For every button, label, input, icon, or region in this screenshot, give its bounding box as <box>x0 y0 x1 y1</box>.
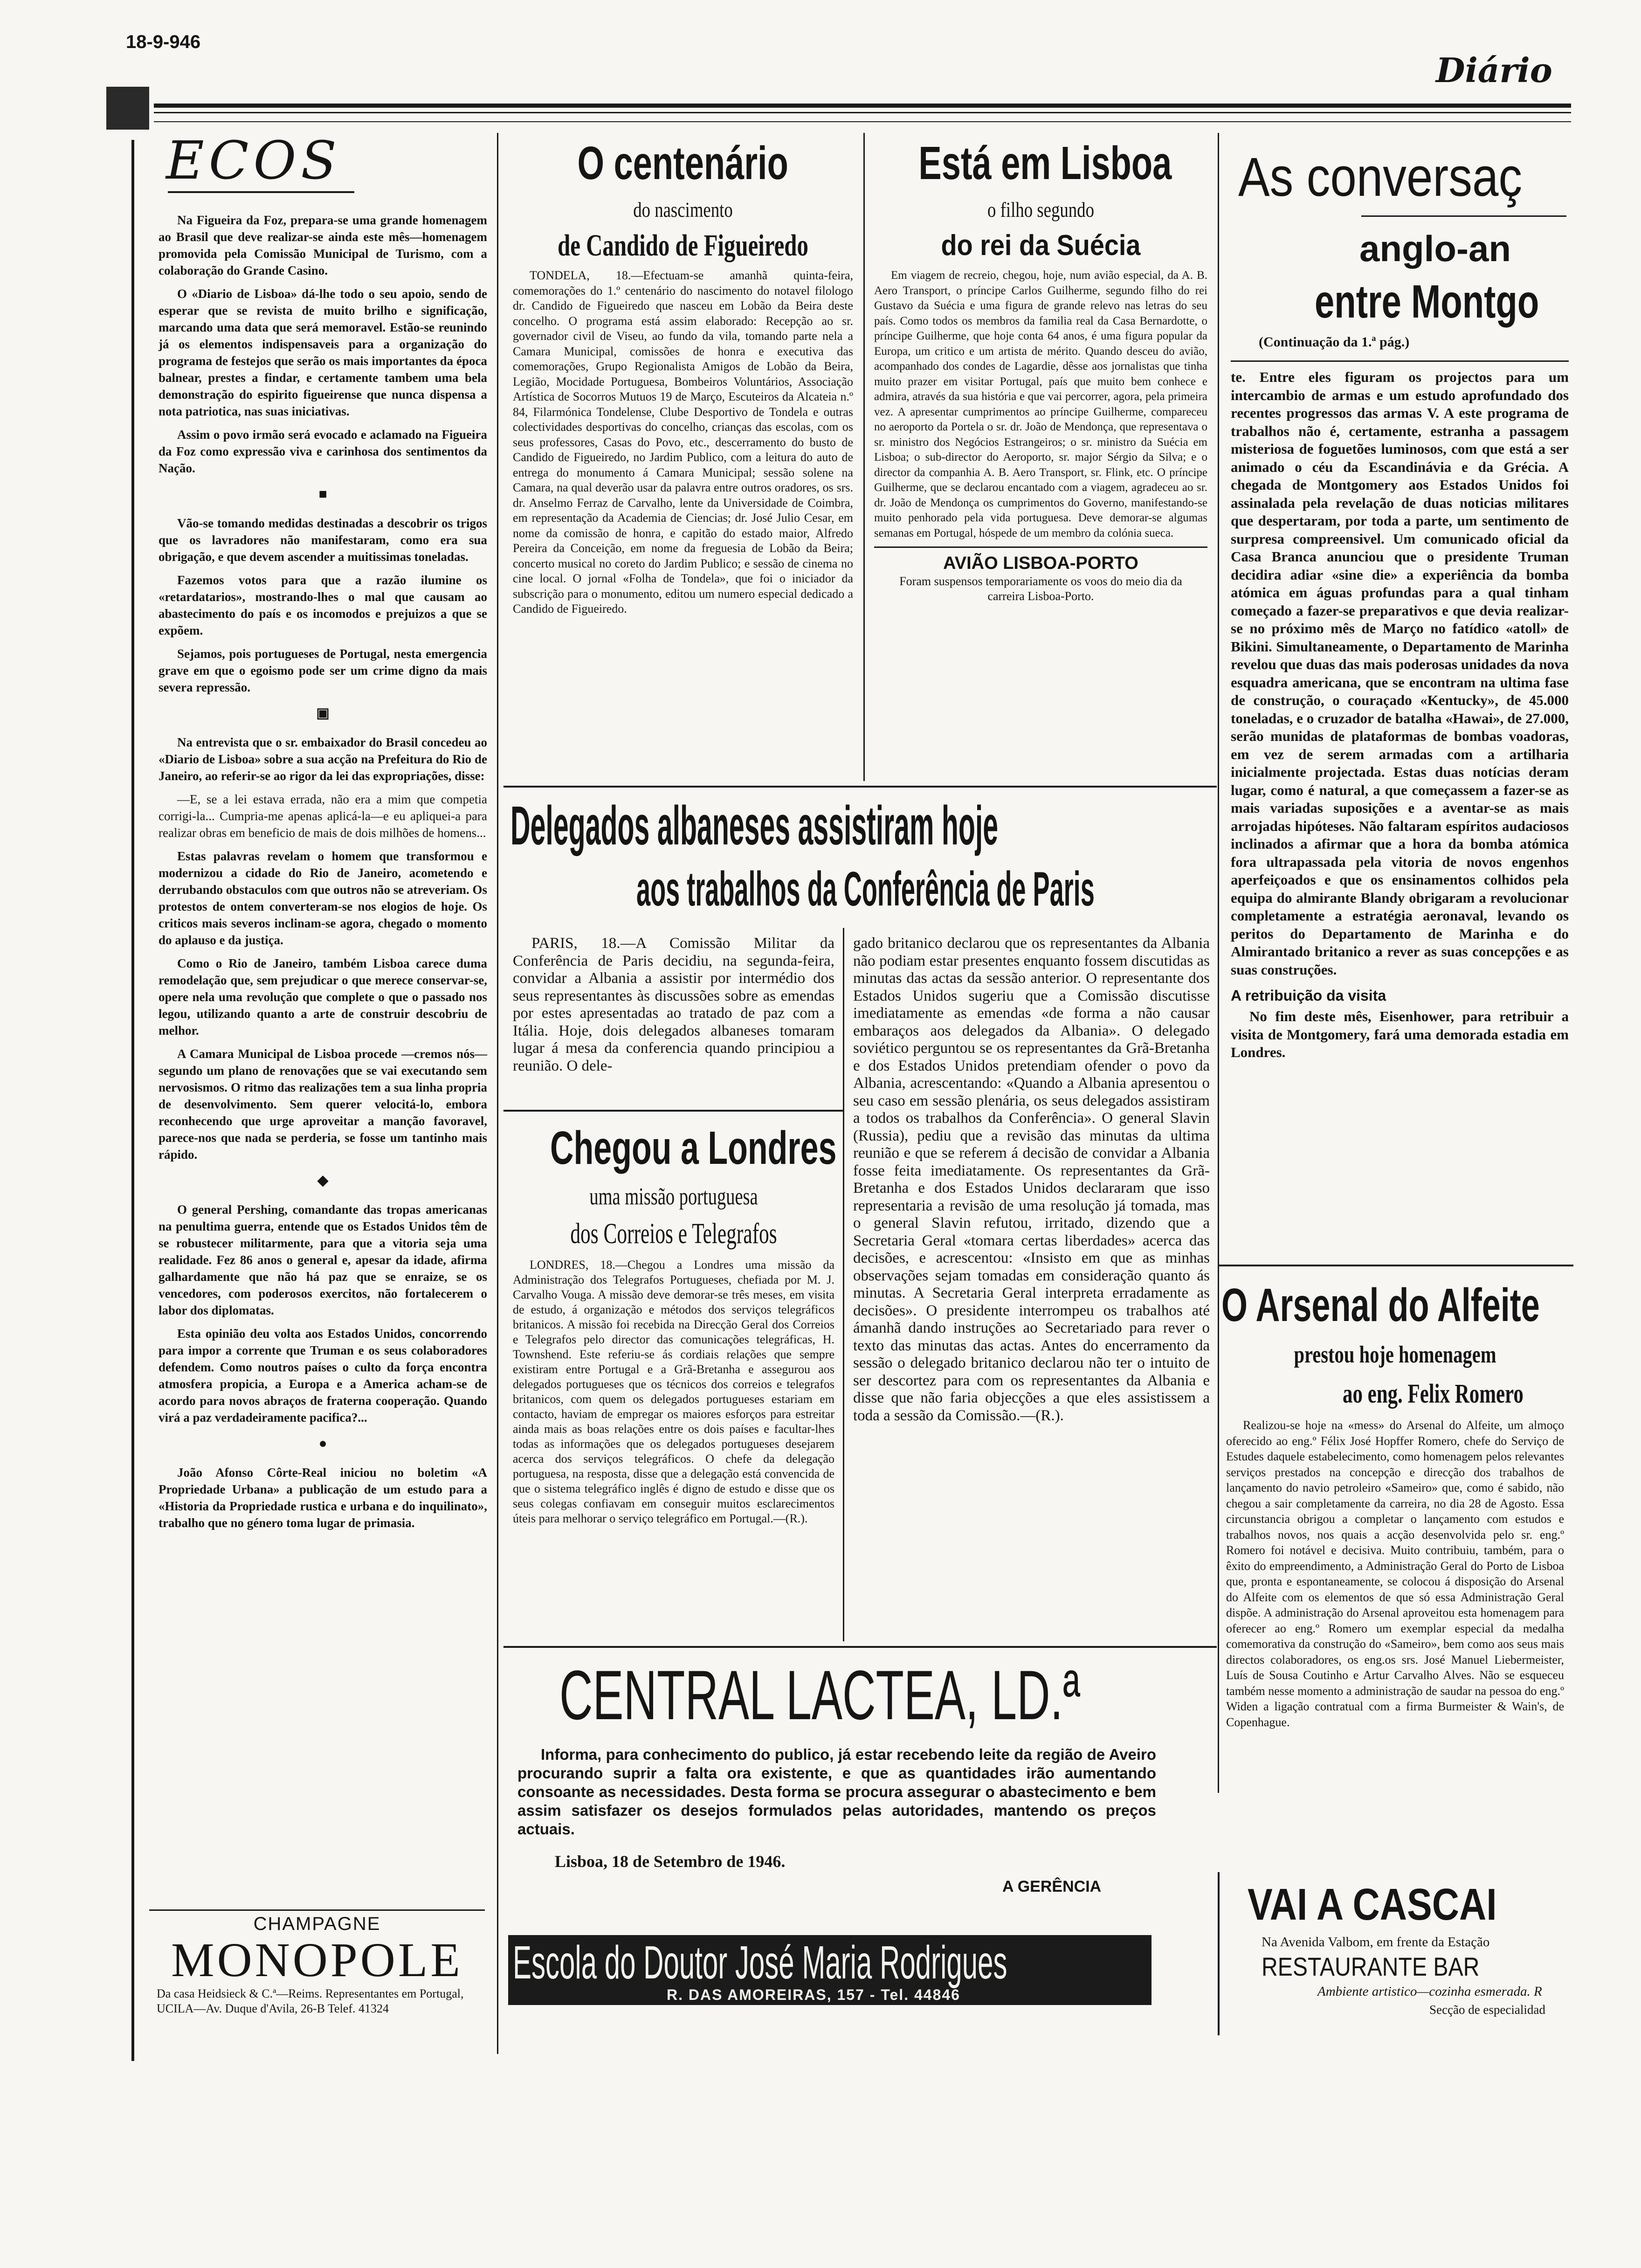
ecos-paragraph: Sejamos, pois portugueses de Portugal, nesta emergencia grave em que o egoismo pode ser um crime digno da mais severa repressão. <box>159 647 487 694</box>
article-body: te. Entre eles figuram os projectos para um intercambio de armas e um estudo aprofundado dos recentes progressos das armas V. A este programa de trabalhos não é, certamente, estranha a passagem misteriosa de foguetões luminosos, com que está a ser animado o céu da Escandinávia e da Grécia. A chegada de Montgomery aos Estados Unidos foi assinalada pela revelação de duas noticias militares que despertaram, por toda a parte, um sentimento de surpresa compreensivel. Um comunicado oficial da Casa Branca anunciou que o presidente Truman decidira adiar «sine die» a experiência da bomba atómica em águas profundas para a qual tinham começado a fazer-se preparativos e que devia realizar-se no próximo mês de Março no fatídico «atoll» de Bikini. Simultaneamente, o Departamento de Marinha revelou que duas das mais poderosas unidades da nova esquadra americana, que se encontram na ultima fase de construção, o couraçado «Kentucky», de 45.000 toneladas, e o cruzador de batalha «Hawai», de 27.000, serão munidas de plataformas de bombas voadoras, em vez de serem armadas com a artilharia inicialmente projectada. Estas duas notícias deram lugar, como é natural, a que começassem a fazer-se as mais variadas suposições e a aventar-se as mais arrojadas hipóteses. Não faltaram espíritos audaciosos inclinados a afirmar que a hora da bomba atómica fora ultrapassada pela vitoria de novos engenhos aperfeiçoados e que os ensinamentos colhidos pela equipa do almirante Blandy obrigaram a revolucionar completamente a estratégia aeronaval, levando os peritos do Departamento de Marinha e do Almirantado britanico a rever as suas concepções e as suas construções. <box>1231 369 1569 978</box>
top-rule-thick <box>154 104 1571 108</box>
lactea-ad <box>508 1653 1212 1903</box>
article-headline: Delegados albaneses assistiram hoje <box>510 795 999 857</box>
londres-article <box>513 1117 837 1526</box>
section-rule <box>503 786 1217 788</box>
article-subhead: do nascimento <box>633 198 733 221</box>
section-rule <box>503 1646 1217 1648</box>
article-body: TONDELA, 18.—Efectuam-se amanhã quinta-feira, comemorações do 1.º centenário do nascimento do notavel filologo dr. Candido de Figueiredo que nasceu em Lobão da Beira deste concelho. O programa está assim elaborado: Recepção ao sr. governador civil de Viseu, ao fundo da vila, tomando parte nela a Camara Municipal, comissões de honra e executiva das comemorações, Grupo Regionalista Amigos de Lobão da Beira, Legião, Mocidade Portuguesa, Bombeiros Voluntários, Associação Artística de Socorros Mutuos 19 de Março, Escuteiros da Alcateia n.º 84, Filarmónica Tondelense, Clube Desportivo de Tondela e outras colectividades desportivas do concelho, crianças das escolas, com os seus professores, Casas do Povo, etc., descerramento do busto de Candido de Figueiredo, no Jardim Publico, com a leitura do auto de entrega do monumento á Camara Municipal; sessão solene na Camara, na qual deverão usar da palavra entre outros oradores, os srs. dr. Anselmo Ferraz de Carvalho, lente da Universidade de Coimbra, em representação da Academia de Ciencias; dr. José Julio Cesar, em nome da comissão de honra, e capitão do estado maior, Alfredo Pereira da Conceição, em nome da freguesia de Lobão da Beira; concerto musical no coreto do Jardim Publico; e sessão de cinema no cine local. O jornal «Folha de Tondela», que foi o iniciador da subscrição para o monumento, editou um numero especial dedicado a Candido de Figueiredo. <box>513 269 853 615</box>
aviao-headline: AVIÃO LISBOA-PORTO <box>943 553 1138 573</box>
article-headline: O centenário <box>577 137 789 189</box>
ad-line: Na Avenida Valbom, em frente da Estação <box>1262 1935 1490 1950</box>
ecos-paragraph: O general Pershing, comandante das tropas americanas na penultima guerra, entende que os Estados Unidos têm de se robustecer militarmente, para que a vitoria seja uma realidade. Fez 86 anos o general e, apesar da idade, afirma galhardamente que não há paz que se enraize, se os vencedores, com poderosos exercitos, não fortalecerem o labor dos diplomatas. <box>159 1203 487 1317</box>
ad-headline: CENTRAL LACTEA, LD.ª <box>559 1656 1080 1734</box>
aviao-body: Foram suspensos temporariamente os voos do meio dia da carreira Lisboa-Porto. <box>899 574 1182 603</box>
article-headline: O Arsenal do Alfeite <box>1221 1279 1540 1331</box>
ornament-icon: ● <box>318 1436 327 1451</box>
column-rule-4 <box>843 928 844 1641</box>
ad-champagne-label: CHAMPAGNE <box>253 1914 381 1934</box>
ecos-paragraph: —E, se a lei estava errada, não era a mim que competia corrigi-la... Cumpria-me apenas aplicá-la—e eu apliquei-a para realizar obras em beneficio de mais de dois milhões de homens... <box>159 792 487 840</box>
left-border-rule <box>131 140 134 2061</box>
ecos-paragraph: João Afonso Côrte-Real iniciou no boletim «A Propriedade Urbana» a publicação de um estudo para a «Historia da Propriedade rustica e urbana e do inquilinato», trabalho que no género toma lugar de primasia. <box>159 1466 487 1530</box>
headline-rule <box>1361 215 1566 217</box>
article-headline: entre Montgo <box>1315 276 1539 328</box>
article-body: Em viagem de recreio, chegou, hoje, num avião especial, da A. B. Aero Transport, o príncipe Carlos Guilherme, segundo filho do rei Gustavo da Suécia e uma figura de grande relevo nas letras do seu país. Como todos os membros da familia real da Casa Bernardotte, o príncipe Guilherme, que hoje conta 64 anos, é uma figura popular da Europa, um critico e um artista de mérito. Quando desceu do avião, acompanhado dos condes de Lagardie, dêsse aos jornalistas que tinha muito prazer em visitar Portugal, país que muito bem conhece e admira, através da sua história e que vai percorrer, agora, pela primeira vez. A apresentar cumprimentos ao príncipe Guilherme, compareceu no aeroporto da Portela o sr. dr. João de Mendonça, que representava o sr. ministro dos Negócios Estrangeiros; o sr. ministro da Suécia em Lisboa; o sub-director do Aeroporto, sr. major Sérgio da Silva; e o director da companhia A. B. Aero Transport, sr. Flink, etc. O príncipe Guilherme, que se declarou encantado com a viagem, agradeceu ao sr. dr. João de Mendonça os cumprimentos do Governo, manifestando-se muito penhorado pela vida portuguesa. Deve demorar-se algumas semanas em Portugal, hóspede de um membro da colónia sueca. <box>874 269 1207 539</box>
page-date: 18-9-946 <box>126 32 201 52</box>
ecos-paragraph: Estas palavras revelam o homem que transformou e modernizou a cidade do Rio de Janeiro, acometendo e derrubando obstaculos com que outros não se atreveriam. Os protestos de ontem converteram-se nos elogios de hoje. Os criticos mais severos inclinam-se agora, chegado o momento do aplauso e da justiça. <box>159 849 487 947</box>
corner-ornament <box>106 87 149 130</box>
lisboa-article <box>874 133 1207 604</box>
ad-date: Lisboa, 18 de Setembro de 1946. <box>555 1852 786 1871</box>
ornament-icon: ▣ <box>316 705 330 721</box>
centenario-article <box>513 133 853 617</box>
column-rule-1 <box>497 133 498 2054</box>
ecos-paragraph: Na entrevista que o sr. embaixador do Brasil concedeu ao «Diario de Lisboa» sobre a sua acção na Prefeitura do Rio de Janeiro, ao referir-se ao rigor da lei das expropriações, disse: <box>159 735 487 783</box>
top-rule-thin-2 <box>154 121 1571 122</box>
ad-representatives: Da casa Heidsieck & C.ª—Reims. Representantes em Portugal, <box>157 1987 464 2000</box>
ad-line: Secção de especialidad <box>1429 2003 1545 2017</box>
ecos-paragraph: O «Diario de Lisboa» dá-lhe todo o seu apoio, sendo de esperar que se revista de muito brilho e significação, marcando uma data que será memoravel. Estão-se reunindo já os elementos indispensaveis para a organização do programa de festejos que serão os mais importantes da época balnear, prestes a findar, e certamente tambem uma bela demonstração do espirito figueirense que nunca dispensa a nota patriotica, nas suas iniciativas. <box>159 287 487 418</box>
ad-footer <box>508 1852 1212 1903</box>
article-subhead: uma missão portuguesa <box>589 1183 758 1210</box>
albaneses-body-col2: gado britanico declarou que os representantes da Albania não podiam estar presentes enquanto fossem discutidas as minutas das actas da sessão anterior. O representante dos Estados Unidos sugeriu que a Comissão discutisse imediatamente as emendas «de forma a não causar embaraços aos delegados da Albania». O delegado soviético perguntou se os representantes da Grã-Bretanha e dos Estados Unidos pretendiam ofender o povo da Albania, acrescentando: «Quando a Albania apresentou o seu caso em sessão plenária, os seus delegados assistiram a todos os trabalhos da Conferência». O general Slavin (Russia), pediu que a revisão das minutas da ultima reunião e que se referem á decisão de convidar a Albania fosse feita imediatamente. Os representantes da Grã-Bretanha e dos Estados Unidos declararam que isso representaria a revisão de uma resolução já tomada, mas o general Slavin refutou, irritado, dizendo que a Secretaria Geral «tomara certas liberdades» acerca das decisões, e acrescentou: «Insisto em que as minhas observações sejam tomadas em consideração quanto ás minutas. A Secretaria Geral interpreta erradamente as decisões». O presidente interrompeu os trabalhos até ámanhã dando instruções ao Secretariado para rever o texto das minutas das actas. Antes do encerramento da sessão o delegado britanico declarou não ter o intuito de ser descortez para com os representantes da Albania e disse que não faria objecções a que eles assistissem a toda a sessão da Comissão.—(R.). <box>853 935 1210 1424</box>
ecos-paragraph: Assim o povo irmão será evocado e aclamado na Figueira da Foz como expressão viva e carinhosa dos sentimentos da Nação. <box>159 428 487 475</box>
article-body: Realizou-se hoje na «mess» do Arsenal do Alfeite, um almoço oferecido ao eng.º Félix José Hopffer Romero, chefe do Serviço de Estudes daquele estabelecimento, como homenagem pelos relevantes serviços prestados na concepção e direcção dos trabalhos de lançamento do navio petroleiro «Sameiro» que, como é sabido, não chegou a sair completamente da carreira, no dia 28 de Agosto. Essa circunstancia obrigou a completar o lançamento com estudos e trabalhos novos, nos quais a acção desenvolvida pelo sr. eng.º Romero foi notável e decisiva. Muito contribuiu, também, para o êxito do empreendimento, a Administração Geral do Porto de Lisboa que, pronta e espontaneamente, se colocou á disposição do Arsenal do Alfeite com os elementos de que só essa Administração Geral dispõe. A administração do Arsenal aproveitou esta homenagem para oferecer ao eng.º Romero um exemplar especial da medalha comemorativa da construção do «Sameiro», bem como aos seus mais directos colaboradores, os eng.os srs. José Manuel Liebermeister, Luís de Sousa Coutinho e Artur Carvalho Alves. Não se esqueceu também nesse momento a administração de saudar na pessoa do eng.º Widen a ligação contratual com a firma Burmeister & Wain's, de Copenhague. <box>1226 1418 1565 1729</box>
article-headline: As conversaç <box>1238 146 1523 208</box>
ad-address: UCILA—Av. Duque d'Avila, 26-B Telef. 41324 <box>157 2002 389 2015</box>
ecos-paragraph: Esta opinião deu volta aos Estados Unidos, concorrendo para impor a corrente que Truman e os seus colaboradores defendem. Como noutros países o culto da força encontra atmosfera propicia, a Europa e a America acham-se de acordo para novos abraços de fraterna cooperação. Quando virá a paz verdadeiramente pacifica?... <box>159 1327 487 1424</box>
ecos-title-rule <box>168 191 354 193</box>
article-subhead: o filho segundo <box>987 198 1094 221</box>
article-headline: Está em Lisboa <box>918 137 1172 189</box>
continuation-note: (Continuação da 1.ª pág.) <box>1259 334 1410 350</box>
article-subhead: ao eng. Felix Romero <box>1343 1378 1524 1409</box>
ad-headline: Escola do Doutor José Maria Rodrigues <box>513 1936 1007 1989</box>
article-subhead: do rei da Suécia <box>941 229 1141 262</box>
ecos-section <box>140 131 487 1538</box>
section-rule <box>1219 1265 1573 1266</box>
article-headline: anglo-an <box>1359 228 1511 269</box>
ad-body: Informa, para conhecimento do publico, já estar recebendo leite da região de Aveiro procurando suprir a falta ora existente, e que as quantidades irão aumentando consoante as necessidades. Desta forma se procura assegurar o abastecimento e bem assim satisfazer os desejos formulados pelas autoridades, mantendo os preços actuais. <box>517 1746 1156 1838</box>
article-headline: aos trabalhos da Conferência de Paris <box>636 862 1095 916</box>
albaneses-article <box>510 793 1210 920</box>
ad-line: RESTAURANTE BAR <box>1262 1952 1480 1981</box>
ornament-icon: ◆ <box>317 1173 329 1188</box>
ecos-paragraph: Na Figueira da Foz, prepara-se uma grande homenagem ao Brasil que deve realizar-se ainda este mês—homenagem promovida pela Comissão Municipal de Turismo, com a colaboração do Grande Casino. <box>159 213 487 277</box>
albaneses-body-col1: PARIS, 18.—A Comissão Militar da Conferência de Paris decidiu, na segunda-feira, convidar a Albania a assistir por intermédio dos seus representantes às discussões sobre as emendas por estes apresentadas ao tratado de paz com a Itália. Hoje, dois delegados albaneses tomaram lugar á mesa da conferencia quando principiou a reunião. O dele- <box>513 935 834 1074</box>
alfeite-article <box>1221 1273 1569 1730</box>
ad-line: Ambiente artistico—cozinha esmerada. R <box>1317 1984 1542 1999</box>
ecos-paragraph: Como o Rio de Janeiro, também Lisboa carece duma remodelação que, sem prejudicar o que merece conservar-se, opere nela uma revolução que complete o que o passado nos legou, utilizando quanto a arte de construir descobriu de melhor. <box>159 956 487 1037</box>
column-rule-3 <box>1218 133 1219 1793</box>
cascais-ad <box>1218 1872 1568 2035</box>
ecos-paragraph: Fazemos votos para que a razão ilumine os «retardatarios», mostrando-lhes o mal que causam ao abastecimento do país e os incomodos e prejuizos a que se expõem. <box>159 573 487 637</box>
monopole-ad <box>149 1909 485 2016</box>
escola-ad <box>508 1935 1151 2005</box>
ad-headline: VAI A CASCAI <box>1248 1880 1497 1929</box>
conversas-article <box>1231 140 1569 1062</box>
ecos-body <box>140 212 487 1531</box>
ornament-icon: ■ <box>318 486 327 502</box>
ad-address: R. DAS AMOREIRAS, 157 - Tel. 44846 <box>667 1986 960 2003</box>
ad-brand-name: MONOPOLE <box>171 1933 463 1987</box>
article-headline: Chegou a Londres <box>550 1122 837 1174</box>
ecos-paragraph: A Camara Municipal de Lisboa procede —cremos nós—segundo um plano de renovações que se vai executando sem nervosismos. O ritmo das realizações tem a sua linha propria de desenvolvimento. Sem querer velocitá-lo, embora reconhecendo que urge aproveitar a manção favoravel, parece-nos que nada se perderia, se fosse um tantinho mais rápido. <box>159 1047 487 1162</box>
section-rule <box>1231 360 1569 362</box>
newspaper-logo: Diário <box>1436 50 1552 90</box>
column-rule-2 <box>863 133 865 781</box>
ad-top-rule <box>149 1909 485 1911</box>
section-rule <box>503 1110 844 1112</box>
article-subhead: prestou hoje homenagem <box>1294 1341 1496 1368</box>
article-body: LONDRES, 18.—Chegou a Londres uma missão da Administração dos Telegrafos Portugueses, chefiada por M. J. Carvalho Vouga. A missão deve demorar-se três meses, em visita de estudo, á organização e métodos dos serviços telegráficos britanicos. A missão foi recebida na Direcção Geral dos Correios e Telegrafos pelo director das comunicações telegráficas, H. Townshend. Este referiu-se ás cordiais relações que sempre existiram entre Portugal e a Grã-Bretanha e assegurou aos delegados portugueses que os técnicos dos correios e telegrafos britanicos, com quem os delegados portugueses estariam em contacto, haviam de empregar os maiores esforços para estreitar ainda mais as boas relações entre os dois países e facultar-lhes todas as informações que os delegados portugueses desejarem acerca dos serviços telegráficos. O chefe da delegação portuguesa, na resposta, disse que a delegação está convencida de que o sistema telegráfico inglês é digno de estudo e disse que os seus colegas confiavam em conseguir muitos esclarecimentos úteis para melhorar o serviço telegráfico em Portugal.—(R.). <box>513 1258 834 1525</box>
top-rule-thin <box>154 112 1571 113</box>
article-subhead: de Candido de Figueiredo <box>558 228 808 263</box>
ad-signature: A GERÊNCIA <box>1002 1878 1102 1895</box>
retribuicao-body: No fim deste mês, Eisenhower, para retribuir a visita de Montgomery, fará uma demorada estadia em Londres. <box>1231 1008 1569 1060</box>
section-rule <box>874 546 1207 548</box>
ecos-paragraph: Vão-se tomando medidas destinadas a descobrir os trigos que os lavradores não manifestaram, como era sua obrigação, e que devem ascender a muitissimas toneladas. <box>159 516 487 564</box>
article-subhead: dos Correios e Telegrafos <box>570 1218 777 1250</box>
retribuicao-headline: A retribuição da visita <box>1231 987 1386 1004</box>
ecos-title: ECOS <box>166 131 341 191</box>
